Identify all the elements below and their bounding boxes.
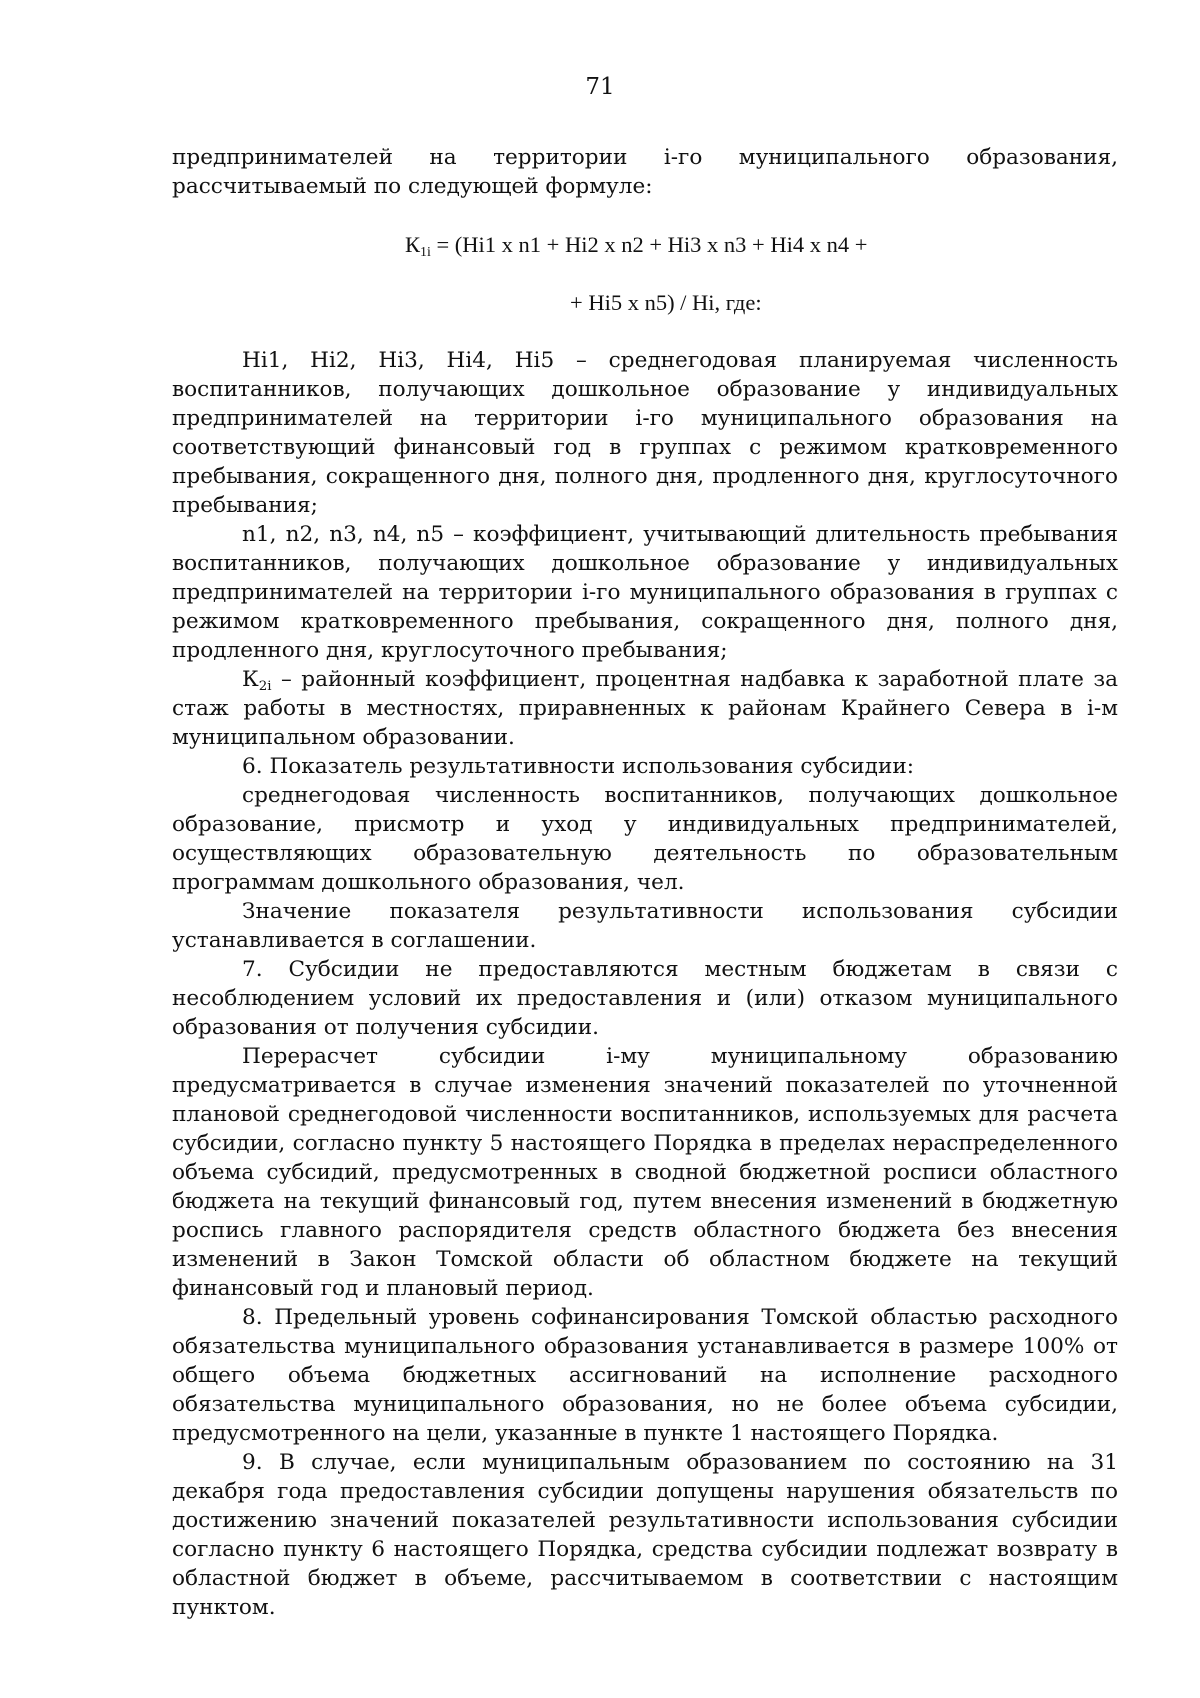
paragraph-k2-definition [172, 665, 1118, 752]
document-body [172, 143, 1118, 1622]
paragraph-indicator-value: Значение показателя результативности использования субсидии устанавливается в соглашении. [172, 899, 1118, 953]
paragraph-recalculation: Перерасчет субсидии i-му муниципальному образованию предусматривается в случае изменения значений показателей по уточненной плановой среднегодовой численности воспитанников, используемых для расчета субсидии, согласно пункту 5 настоящего Порядка в пределах нераспределенного объема субсидий, предусмотренных в сводной бюджетной росписи областного бюджета на текущий финансовый год, путем внесения изменений в бюджетную роспись главного распорядителя средств областного бюджета без внесения изменений в Закон Томской области об областном бюджете на текущий финансовый год и плановый период. [172, 1044, 1118, 1301]
paragraph-item-9: 9. В случае, если муниципальным образованием по состоянию на 31 декабря года предоставления субсидии допущены нарушения обязательств по достижению значений показателей результативности использования субсидии согласно пункту 6 настоящего Порядка, средства субсидии подлежат возврату в областной бюджет в объеме, рассчитываемом в соответствии с настоящим пунктом. [172, 1450, 1118, 1620]
paragraph-intro: предпринимателей на территории i-го муниципального образования, рассчитываемый по следующей формуле: [172, 145, 1118, 199]
paragraph-item-6: 6. Показатель результативности использования субсидии: [242, 754, 915, 779]
paragraph-n-definition: n1, n2, n3, n4, n5 – коэффициент, учитывающий длительность пребывания воспитанников, получающих дошкольное образование у индивидуальных предпринимателей на территории i-го муниципального образования в группах с режимом кратковременного пребывания, сокращенного дня, полного дня, продленного дня, круглосуточного пребывания; [172, 522, 1118, 663]
paragraph-ni-definition: Нi1, Нi2, Нi3, Нi4, Нi5 – среднегодовая планируемая численность воспитанников, получающих дошкольное образование у индивидуальных предпринимателей на территории i-го муниципального образования на соответствующий финансовый год в группах с режимом кратковременного пребывания, сокращенного дня, полного дня, продленного дня, круглосуточного пребывания; [172, 348, 1118, 518]
page-number: 71 [585, 74, 615, 100]
k2-symbol: К [242, 667, 259, 692]
formula-lhs-symbol: К [405, 232, 421, 257]
paragraph-indicator: среднегодовая численность воспитанников, получающих дошкольное образование, присмотр и уход у индивидуальных предпринимателей, осуществляющих образовательную деятельность по образовательным программам дошкольного образования, чел. [172, 783, 1118, 895]
paragraph-item-8: 8. Предельный уровень софинансирования Томской областью расходного обязательства муниципального образования устанавливается в размере 100% от общего объема бюджетных ассигнований на исполнение расходного обязательства муниципального образования, но не более объема субсидии, предусмотренного на цели, указанные в пункте 1 настоящего Порядка. [172, 1305, 1118, 1446]
k2-text: – районный коэффициент, процентная надбавка к заработной плате за стаж работы в местностях, приравненных к районам Крайнего Севера в i-м муниципальном образовании. [172, 667, 1118, 750]
paragraph-item-7: 7. Субсидии не предоставляются местным бюджетам в связи с несоблюдением условий их предоставления и (или) отказом муниципального образования от получения субсидии. [172, 957, 1118, 1040]
formula-line-1 [172, 230, 1118, 259]
formula-line-2: + Нi5 х n5) / Нi, где: [570, 290, 762, 315]
k2-subscript: 2i [258, 679, 272, 695]
formula-lhs-subscript: 1i [420, 245, 431, 261]
formula-line-1-rest: = (Нi1 х n1 + Нi2 х n2 + Нi3 х n3 + Нi4 х n4 + [430, 232, 868, 257]
